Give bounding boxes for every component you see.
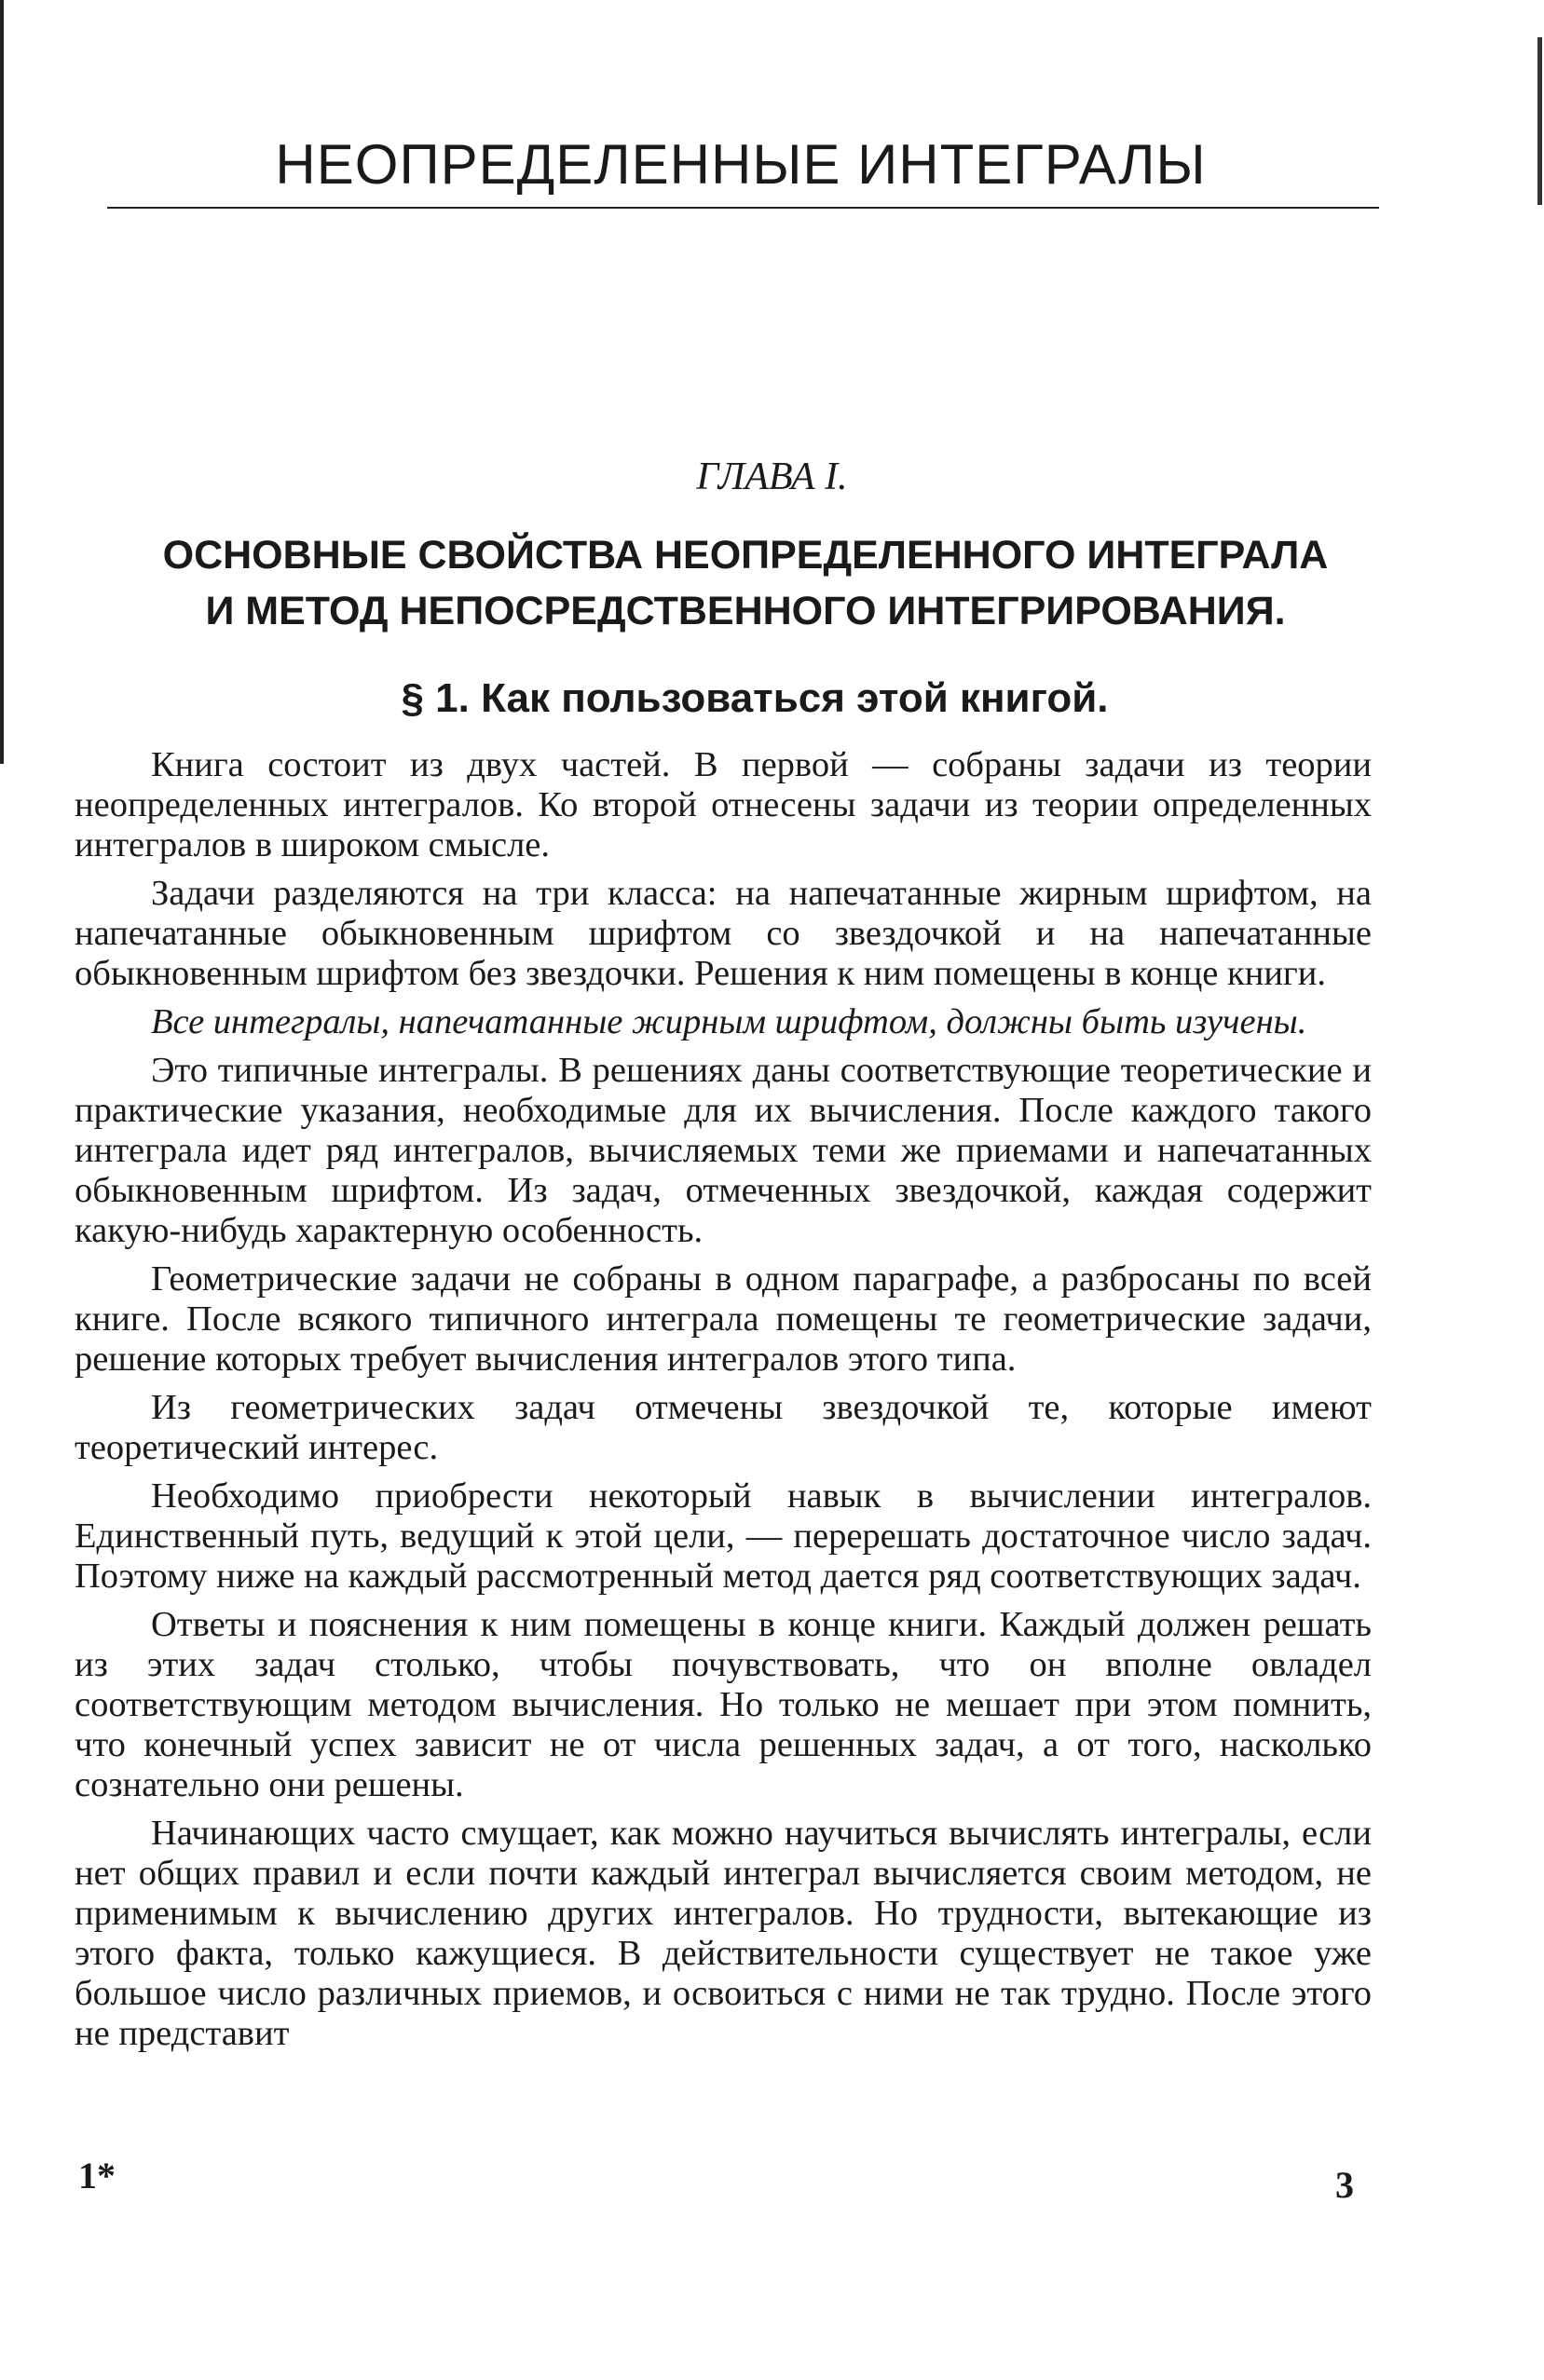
page-edge-shadow	[0, 0, 4, 764]
paragraph: Начинающих часто смущает, как можно научиться вычислять интегралы, если нет общих правил и если почти каждый интеграл вычисляется своим методом, не применимым к вычислению других интегралов. Но трудности, вытекающие из этого факта, только кажущиеся. В действительности существует не такое уже большое число различных приемов, и освоиться с ними не так трудно. После этого не представит	[75, 1814, 1372, 2053]
running-head: НЕОПРЕДЕЛЕННЫЕ ИНТЕГРАЛЫ	[275, 133, 1207, 196]
paragraph: Ответы и пояснения к ним помещены в конце книги. Каждый должен решать из этих задач столько, чтобы почувствовать, что он вполне овладел соответствующим методом вычисления. Но только не мешает при этом помнить, что конечный успех зависит не от числа решенных задач, а от того, насколько сознательно они решены.	[75, 1605, 1372, 1804]
body-text	[75, 745, 1372, 2062]
page-number: 3	[1335, 2164, 1354, 2206]
paragraph: Книга состоит из двух частей. В первой — собраны задачи из теории неопределенных интегралов. Ко второй отнесены задачи из теории определенных интегралов в широком смысле.	[75, 745, 1372, 864]
chapter-title-line: ОСНОВНЫЕ СВОЙСТВА НЕОПРЕДЕЛЕННОГО ИНТЕГРАЛА	[162, 533, 1329, 578]
paragraph: Необходимо приобрести некоторый навык в вычислении интегралов. Единственный путь, ведущий к этой цели, — перерешать достаточное число задач. Поэтому ниже на каждый рассмотренный метод дается ряд соответствующих задач.	[75, 1476, 1372, 1596]
chapter-label: ГЛАВА I.	[696, 456, 848, 498]
chapter-title-line: И МЕТОД НЕПОСРЕДСТВЕННОГО ИНТЕГРИРОВАНИЯ.	[205, 589, 1286, 633]
section-title: § 1. Как пользоваться этой книгой.	[401, 675, 1109, 721]
paragraph: Это типичные интегралы. В решениях даны соответствующие теоретические и практические указания, необходимые для их вычисления. После каждого такого интеграла идет ряд интегралов, вычисляемых теми же приемами и напечатанных обыкновенным шрифтом. Из задач, отмеченных звездочкой, каждая содержит какую-нибудь характерную особенность.	[75, 1051, 1372, 1250]
paragraph-italic: Все интегралы, напечатанные жирным шрифтом, должны быть изучены.	[151, 1002, 1307, 1041]
paragraph: Геометрические задачи не собраны в одном параграфе, а разбросаны по всей книге. После всякого типичного интеграла помещены те геометрические задачи, решение которых требует вычисления интегралов этого типа.	[75, 1259, 1372, 1379]
chapter-title	[121, 527, 1370, 639]
signature-mark: 1*	[78, 2155, 116, 2196]
header-rule	[107, 207, 1379, 209]
page-edge-shadow	[1537, 37, 1542, 205]
paragraph: Из геометрических задач отмечены звездочкой те, которые имеют теоретический интерес.	[75, 1388, 1372, 1467]
paragraph: Задачи разделяются на три класса: на напечатанные жирным шрифтом, на напечатанные обыкновенным шрифтом со звездочкой и на напечатанные обыкновенным шрифтом без звездочки. Решения к ним помещены в конце книги.	[75, 874, 1372, 993]
